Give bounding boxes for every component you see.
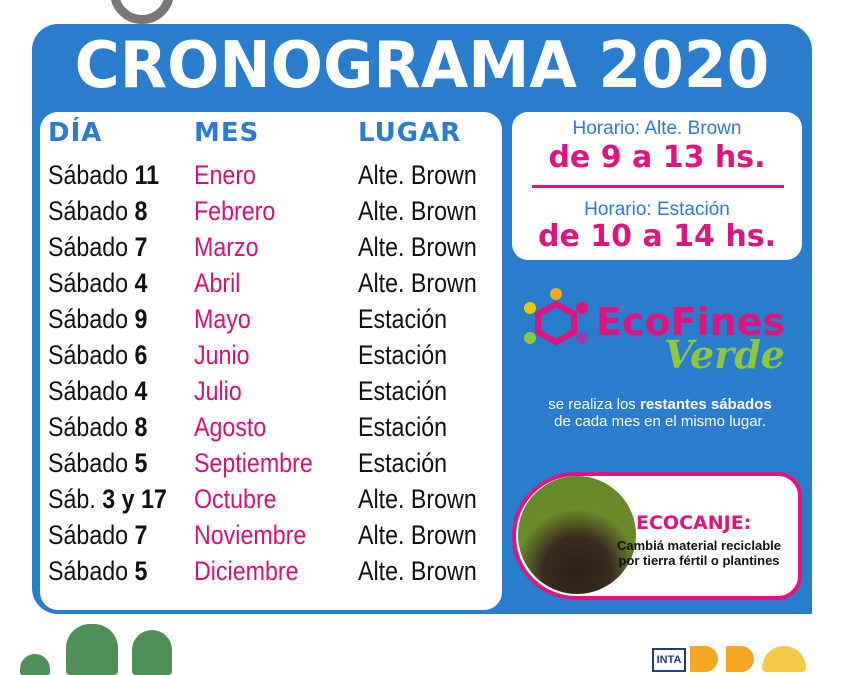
cell-dia: Sábado 8: [48, 412, 148, 442]
cell-dia: Sábado 8: [48, 196, 148, 226]
table-row: [0, 340, 500, 376]
cell-lugar: Estación: [358, 448, 448, 478]
cell-lugar: Estación: [358, 304, 448, 334]
table-row: [0, 448, 500, 484]
cell-lugar: Alte. Brown: [358, 484, 477, 514]
hours-label-brown: Horario: Alte. Brown: [572, 118, 742, 139]
table-row: [0, 196, 500, 232]
sponsor-shape-3: [762, 646, 806, 672]
cell-mes: Septiembre: [194, 448, 313, 478]
table-row: [0, 232, 500, 268]
ecocanje-title: ECOCANJE:: [636, 512, 752, 534]
sponsor-shape-2: [726, 646, 754, 672]
soil-photo: [518, 476, 636, 594]
ecofines-logo-verde: Verde: [664, 332, 785, 377]
table-row: [0, 304, 500, 340]
ecofines-logo-text: EcoFines: [596, 300, 786, 344]
cell-dia: Sábado 9: [48, 304, 148, 334]
cactus-icon: [66, 624, 118, 675]
cell-dia: Sábado 4: [48, 268, 148, 298]
page-title: CRONOGRAMA 2020: [74, 29, 770, 103]
cell-lugar: Estación: [358, 340, 448, 370]
table-row: [0, 556, 500, 592]
table-row: [0, 412, 500, 448]
cell-mes: Abril: [194, 268, 241, 298]
cell-dia: Sábado 7: [48, 232, 148, 262]
cell-dia: Sábado 6: [48, 340, 148, 370]
header-lugar: LUGAR: [358, 118, 462, 148]
cell-mes: Noviembre: [194, 520, 307, 550]
cell-lugar: Estación: [358, 376, 448, 406]
cell-mes: Enero: [194, 160, 256, 190]
cell-lugar: Alte. Brown: [358, 232, 477, 262]
cactus-icon: [132, 630, 172, 675]
cell-mes: Febrero: [194, 196, 276, 226]
cell-mes: Mayo: [194, 304, 251, 334]
cell-dia: Sábado 5: [48, 556, 148, 586]
ecofines-logo-icon: [520, 286, 592, 358]
cell-dia: Sábado 5: [48, 448, 148, 478]
table-row: [0, 484, 500, 520]
cell-lugar: Alte. Brown: [358, 556, 477, 586]
cell-dia: Sábado 11: [48, 160, 160, 190]
inta-logo: INTA: [652, 648, 686, 672]
cell-mes: Diciembre: [194, 556, 299, 586]
note-line-1: se realiza los restantes sábados: [548, 396, 772, 413]
table-row: [0, 160, 500, 196]
top-ring-icon: [110, 0, 174, 24]
cell-mes: Junio: [194, 340, 250, 370]
table-row: [0, 520, 500, 556]
cell-mes: Agosto: [194, 412, 267, 442]
cactus-icon: [20, 654, 50, 675]
cell-mes: Julio: [194, 376, 242, 406]
sponsor-shape-1: [690, 646, 718, 672]
header-mes: MES: [194, 118, 260, 148]
ecocanje-body: Cambiá material reciclable por tierra fértil o plantines: [616, 538, 782, 568]
cell-lugar: Alte. Brown: [358, 520, 477, 550]
cell-dia: Sáb. 3 y 17: [48, 484, 167, 514]
hours-label-estacion: Horario: Estación: [584, 199, 730, 220]
cell-mes: Octubre: [194, 484, 277, 514]
cell-lugar: Estación: [358, 412, 448, 442]
hours-time-estacion: de 10 a 14 hs.: [538, 219, 776, 254]
header-dia: DÍA: [48, 118, 103, 148]
note-line-2: de cada mes en el mismo lugar.: [554, 413, 766, 430]
cell-lugar: Alte. Brown: [358, 196, 477, 226]
cell-dia: Sábado 4: [48, 376, 148, 406]
table-row: [0, 376, 500, 412]
cell-dia: Sábado 7: [48, 520, 148, 550]
cell-lugar: Alte. Brown: [358, 268, 477, 298]
table-row: [0, 268, 500, 304]
hours-time-brown: de 9 a 13 hs.: [548, 140, 766, 175]
hours-divider: [532, 185, 784, 188]
cell-mes: Marzo: [194, 232, 259, 262]
cell-lugar: Alte. Brown: [358, 160, 477, 190]
